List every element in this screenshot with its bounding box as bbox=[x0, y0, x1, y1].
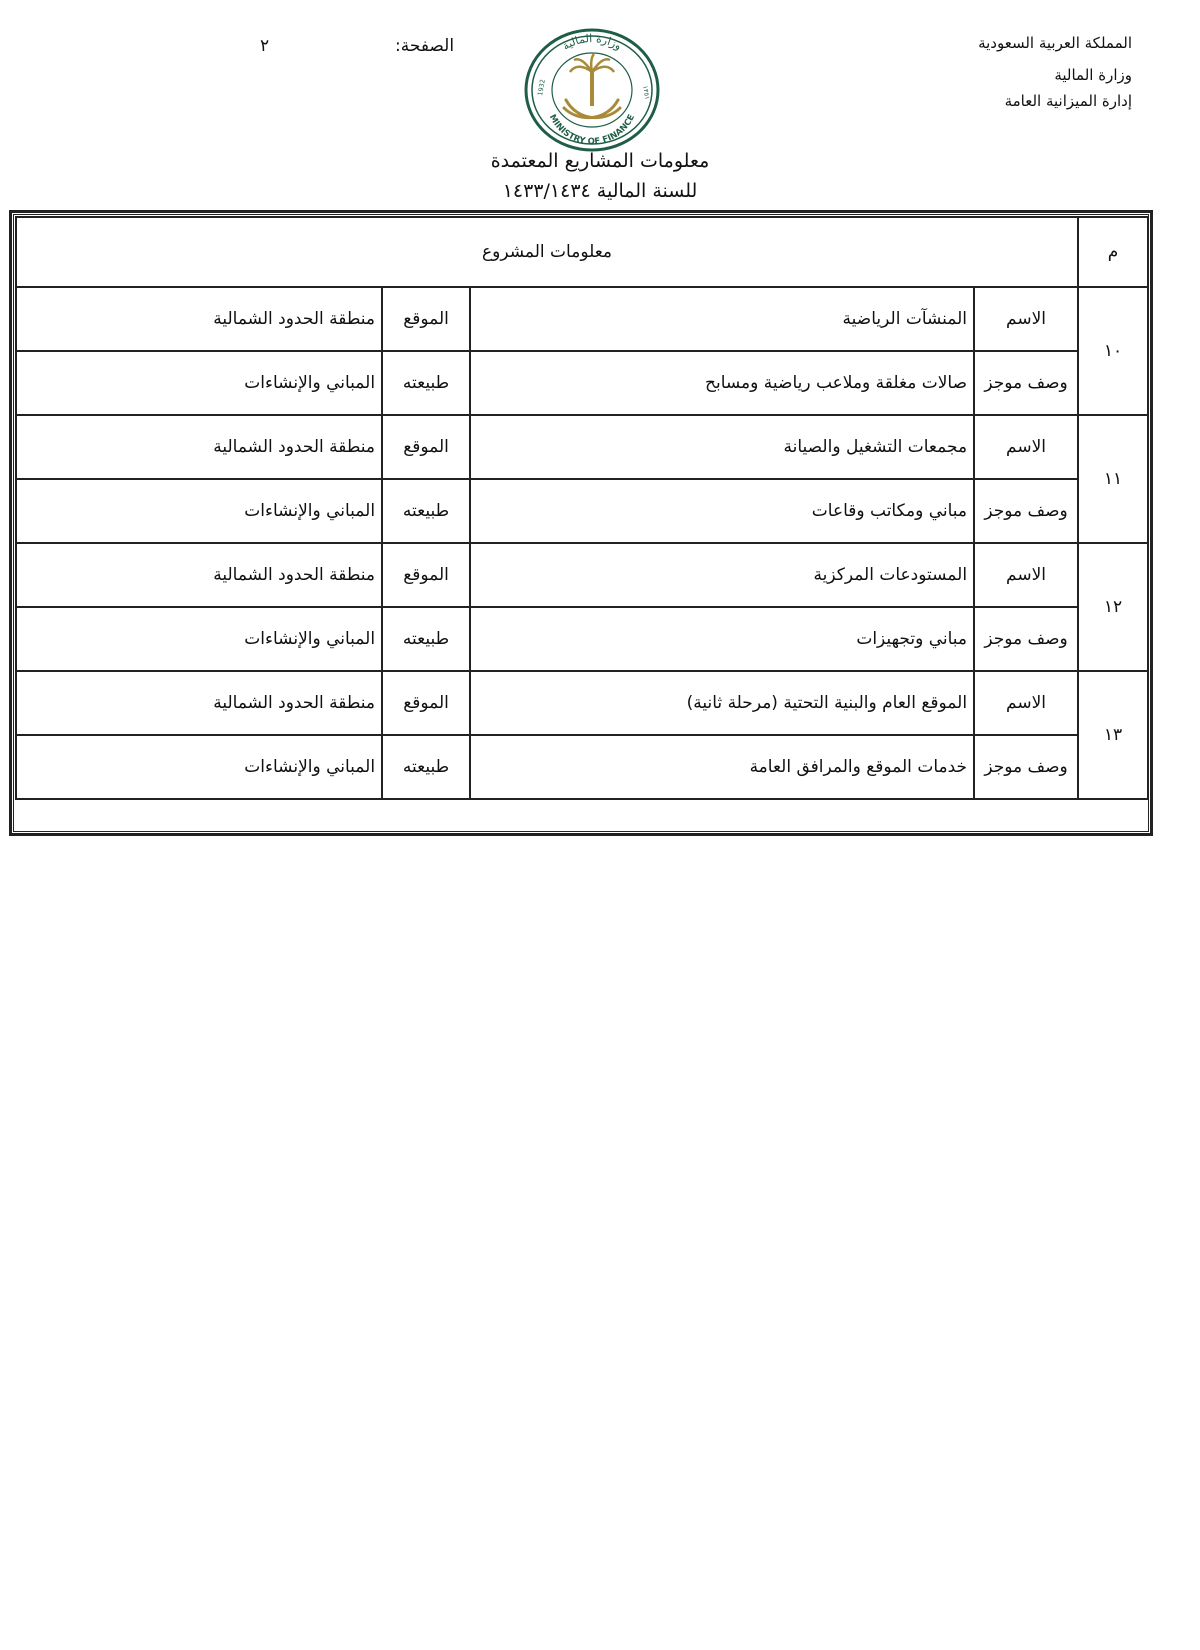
name-label: الاسم bbox=[974, 671, 1078, 735]
project-location: منطقة الحدود الشمالية bbox=[16, 543, 382, 607]
description-label: وصف موجز bbox=[974, 479, 1078, 543]
table-row bbox=[16, 351, 1148, 415]
table-row bbox=[16, 479, 1148, 543]
ministry-name: وزارة المالية bbox=[1054, 66, 1132, 84]
ministry-seal-logo bbox=[522, 26, 662, 154]
project-type: المباني والإنشاءات bbox=[16, 735, 382, 799]
name-label: الاسم bbox=[974, 543, 1078, 607]
page-label: الصفحة: bbox=[395, 36, 455, 56]
project-location: منطقة الحدود الشمالية bbox=[16, 671, 382, 735]
table-row bbox=[16, 607, 1148, 671]
type-label: طبيعته bbox=[382, 735, 470, 799]
fiscal-year-subtitle: للسنة المالية ١٤٣٣/١٤٣٤ bbox=[502, 180, 698, 202]
table-header-row bbox=[16, 217, 1148, 287]
description-label: وصف موجز bbox=[974, 735, 1078, 799]
location-label: الموقع bbox=[382, 671, 470, 735]
column-header-number: م bbox=[1078, 217, 1148, 287]
description-label: وصف موجز bbox=[974, 607, 1078, 671]
palm-icon bbox=[570, 54, 614, 106]
location-label: الموقع bbox=[382, 415, 470, 479]
table-row bbox=[16, 415, 1148, 479]
logo-english-text: MINISTRY OF FINANCE bbox=[546, 112, 638, 148]
project-name: المستودعات المركزية bbox=[470, 543, 974, 607]
projects-table bbox=[15, 216, 1149, 800]
project-name: المنشآت الرياضية bbox=[470, 287, 974, 351]
project-location: منطقة الحدود الشمالية bbox=[16, 415, 382, 479]
name-label: الاسم bbox=[974, 287, 1078, 351]
project-number: ١٠ bbox=[1078, 287, 1148, 415]
type-label: طبيعته bbox=[382, 479, 470, 543]
name-label: الاسم bbox=[974, 415, 1078, 479]
project-type: المباني والإنشاءات bbox=[16, 351, 382, 415]
table-row bbox=[16, 671, 1148, 735]
page-number: ٢ bbox=[260, 36, 270, 56]
logo-year-left: 1932 bbox=[536, 78, 547, 97]
logo-arabic-text: وزارة المالية bbox=[560, 31, 625, 53]
project-description: خدمات الموقع والمرافق العامة bbox=[470, 735, 974, 799]
project-description: مباني ومكاتب وقاعات bbox=[470, 479, 974, 543]
project-number: ١١ bbox=[1078, 415, 1148, 543]
project-name: الموقع العام والبنية التحتية (مرحلة ثانية) bbox=[470, 671, 974, 735]
table-row bbox=[16, 735, 1148, 799]
svg-text:وزارة المالية bbox=[560, 32, 624, 53]
project-number: ١٣ bbox=[1078, 671, 1148, 799]
table-row bbox=[16, 543, 1148, 607]
type-label: طبيعته bbox=[382, 351, 470, 415]
project-type: المباني والإنشاءات bbox=[16, 607, 382, 671]
location-label: الموقع bbox=[382, 287, 470, 351]
project-description: مباني وتجهيزات bbox=[470, 607, 974, 671]
project-name: مجمعات التشغيل والصيانة bbox=[470, 415, 974, 479]
project-description: صالات مغلقة وملاعب رياضية ومسابح bbox=[470, 351, 974, 415]
project-type: المباني والإنشاءات bbox=[16, 479, 382, 543]
location-label: الموقع bbox=[382, 543, 470, 607]
table-row bbox=[16, 287, 1148, 351]
type-label: طبيعته bbox=[382, 607, 470, 671]
logo-year-right: ١٣٥١ bbox=[641, 84, 652, 101]
document-title: معلومات المشاريع المعتمدة bbox=[490, 150, 710, 172]
project-location: منطقة الحدود الشمالية bbox=[16, 287, 382, 351]
kingdom-name: المملكة العربية السعودية bbox=[978, 34, 1132, 52]
column-header-project-info: معلومات المشروع bbox=[16, 217, 1078, 287]
description-label: وصف موجز bbox=[974, 351, 1078, 415]
project-number: ١٢ bbox=[1078, 543, 1148, 671]
department-name: إدارة الميزانية العامة bbox=[1004, 92, 1132, 110]
